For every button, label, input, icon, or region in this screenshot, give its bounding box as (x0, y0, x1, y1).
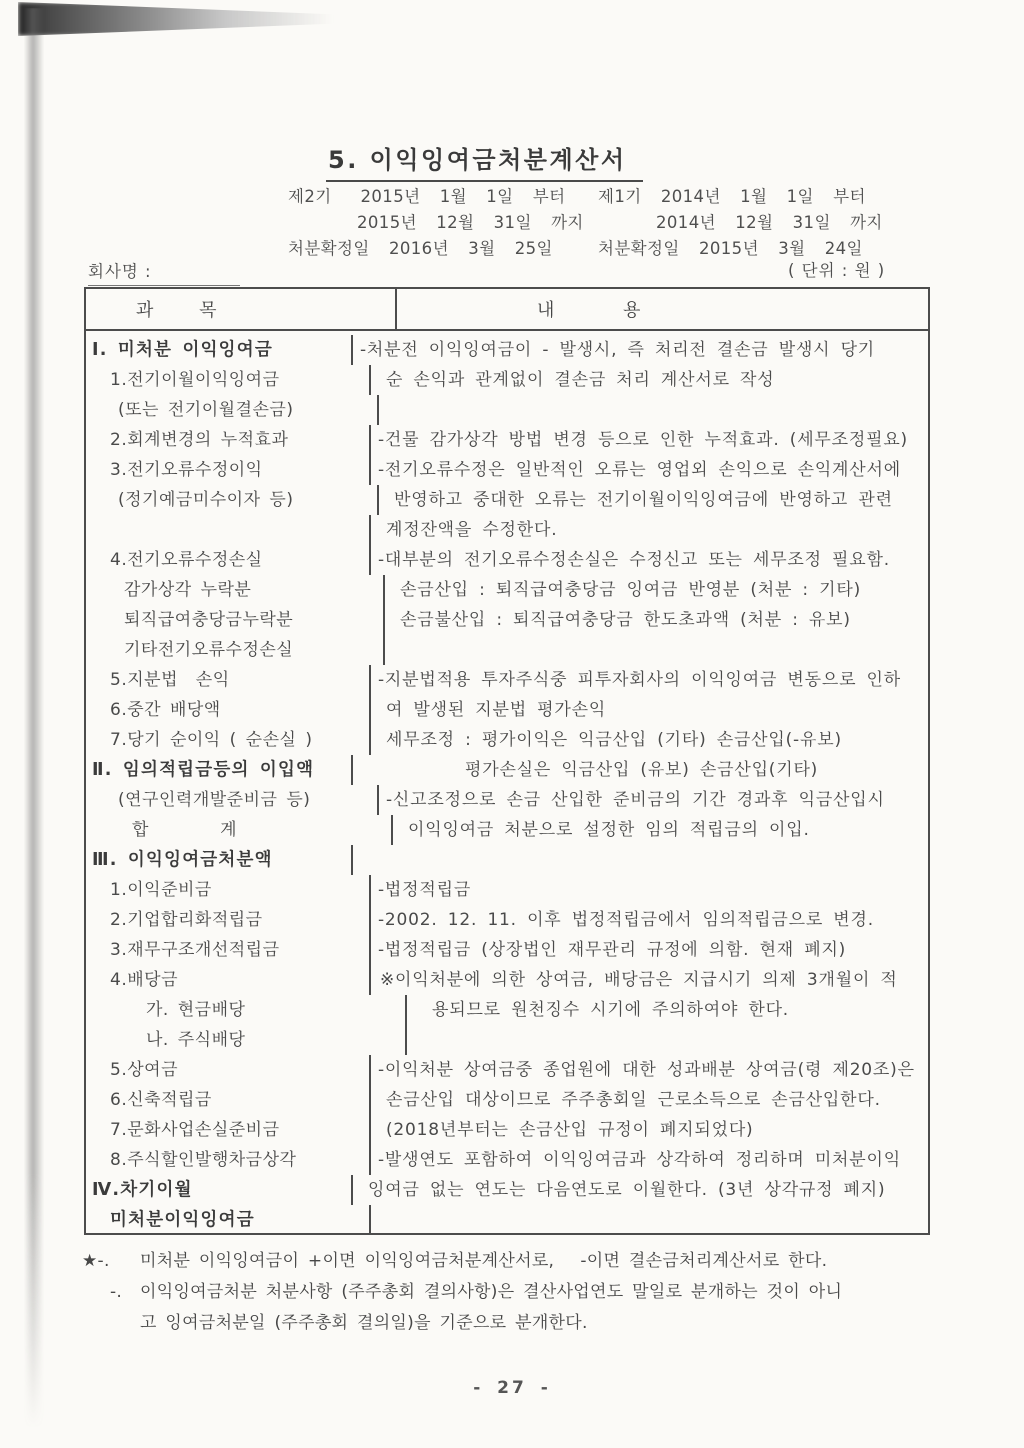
footnote-line (82, 1277, 998, 1308)
table-row (86, 1055, 928, 1085)
subject-cell: 합 계 (86, 815, 393, 845)
subject-cell: 4.배당금 (86, 965, 371, 995)
page-title: 5. 이익잉여금처분계산서 (326, 140, 643, 182)
content-cell: 용되므로 원천징수 시기에 주의하여야 한다. (432, 1000, 790, 1020)
table-row (86, 635, 928, 665)
footnote-text: 고 잉여금처분일 (주주총회 결의일)을 기준으로 분개한다. (140, 1313, 588, 1333)
content-cell: -신고조정으로 손금 산입한 준비금의 기간 경과후 익금산입시 (386, 790, 885, 810)
table-row (86, 995, 928, 1025)
table-row (86, 1115, 928, 1145)
table-body (86, 331, 928, 1235)
table-row (86, 335, 928, 365)
content-cell (371, 1205, 928, 1235)
table-row (86, 425, 928, 455)
content-cell: -처분전 이익잉여금이 - 발생시, 즉 처리전 결손금 발생시 당기 (360, 340, 876, 360)
subject-column-header: 과 목 (86, 289, 397, 329)
content-cell: 세무조정 : 평가이익은 익금산입 (기타) 손금산입(-유보) (386, 730, 842, 750)
table-row (86, 575, 928, 605)
content-cell: 반영하고 중대한 오류는 전기이월이익잉여금에 반영하고 관련 (394, 490, 893, 510)
subject-cell: Ⅳ.차기이월 (86, 1175, 353, 1205)
period-block-current (288, 184, 584, 262)
table-row (86, 1085, 928, 1115)
footnote-line (82, 1246, 998, 1277)
page-number: - 27 - (473, 1378, 551, 1398)
table-row (86, 485, 928, 515)
table-row (86, 815, 928, 845)
subject-cell: 1.전기이월이익잉여금 (86, 365, 371, 395)
content-cell (353, 845, 928, 875)
table-row (86, 725, 928, 755)
content-cell: 계정잔액을 수정한다. (386, 520, 558, 540)
content-cell: 여 발생된 지분법 평가손익 (386, 700, 607, 720)
subject-cell: 나. 주식배당 (86, 1025, 407, 1055)
subject-cell: 8.주식할인발행차금상각 (86, 1145, 371, 1175)
table-row (86, 755, 928, 785)
table-row (86, 1205, 928, 1235)
content-cell: (2018년부터는 손금산입 규정이 폐지되었다) (386, 1120, 754, 1140)
content-cell (379, 395, 928, 425)
table-row (86, 515, 928, 545)
table-row (86, 905, 928, 935)
content-cell: -발생연도 포함하여 이익잉여금과 상각하여 정리하며 미처분이익 (378, 1150, 901, 1170)
footnote-text: 이익잉여금처분 처분사항 (주주총회 결의사항)은 결산사업연도 말일로 분개하는 것이 아니 (140, 1282, 843, 1302)
footnote-marker: -. (110, 1282, 123, 1302)
content-cell (407, 1025, 928, 1055)
table-row (86, 965, 928, 995)
content-cell: -지분법적용 투자주식중 피투자회사의 이익잉여금 변동으로 인하 (378, 670, 901, 690)
subject-cell: 감가상각 누락분 (86, 575, 385, 605)
table-row (86, 1025, 928, 1055)
company-name-label: 회사명 : (88, 258, 240, 286)
subject-cell: Ⅰ. 미처분 이익잉여금 (86, 335, 353, 365)
subject-cell: 5.지분법 손익 (86, 665, 371, 695)
footnote-text: 미처분 이익잉여금이 +이면 이익잉여금처분계산서로, -이면 결손금처리계산서로 한다. (140, 1251, 828, 1271)
table-row (86, 845, 928, 875)
subject-cell: 6.중간 배당액 (86, 695, 371, 725)
table-row (86, 455, 928, 485)
content-cell: ※이익처분에 의한 상여금, 배당금은 지급시기 의제 3개월이 적 (380, 970, 898, 990)
content-cell: 평가손실은 익금산입 (유보) 손금산입(기타) (465, 760, 819, 780)
subject-cell: Ⅲ. 이익잉여금처분액 (86, 845, 353, 875)
subject-cell: 6.신축적립금 (86, 1085, 371, 1115)
table-row (86, 545, 928, 575)
footnote-marker (82, 1308, 140, 1339)
subject-cell: 4.전기오류수정손실 (86, 545, 371, 575)
scan-shadow-band (24, 8, 44, 1428)
table-row (86, 695, 928, 725)
table-row (86, 785, 928, 815)
table-row (86, 875, 928, 905)
footnote-marker: ★-. (82, 1251, 110, 1271)
subject-cell: 1.이익준비금 (86, 875, 371, 905)
table-row (86, 1145, 928, 1175)
table-row (86, 365, 928, 395)
footnote-line (82, 1308, 998, 1339)
statement-table (84, 287, 930, 1235)
content-cell: 잉여금 없는 연도는 다음연도로 이월한다. (3년 상각규정 폐지) (368, 1180, 886, 1200)
unit-label: ( 단위 : 원 ) (788, 261, 886, 280)
content-cell: 손금산입 : 퇴직급여충당금 잉여금 반영분 (처분 : 기타) (400, 580, 862, 600)
period-prior-line3: 처분확정일 2015년 3월 24일 (598, 239, 863, 258)
subject-cell: (정기예금미수이자 등) (86, 485, 379, 515)
subject-cell: (또는 전기이월결손금) (86, 395, 379, 425)
table-row (86, 395, 928, 425)
subject-cell: 2.기업합리화적립금 (86, 905, 371, 935)
period-prior-line1: 제1기 2014년 1월 1일 부터 (598, 187, 866, 206)
period-current-line3: 처분확정일 2016년 3월 25일 (288, 239, 553, 258)
content-cell: -법정적립금 (378, 880, 472, 900)
subject-cell: 퇴직급여충당금누락분 (86, 605, 385, 635)
table-header-row (86, 289, 928, 331)
content-cell: -이익처분 상여금중 종업원에 대한 성과배분 상여금(령 제20조)은 (378, 1060, 915, 1080)
scan-shadow-corner (18, 2, 348, 36)
subject-cell: 5.상여금 (86, 1055, 371, 1085)
content-cell: 손금산입 대상이므로 주주총회일 근로소득으로 손금산입한다. (386, 1090, 881, 1110)
footnotes (82, 1246, 998, 1339)
content-cell: -대부분의 전기오류수정손실은 수정신고 또는 세무조정 필요함. (378, 550, 890, 570)
subject-cell: 3.전기오류수정이익 (86, 455, 371, 485)
subject-cell: 가. 현금배당 (86, 995, 407, 1025)
content-cell: -법정적립금 (상장법인 재무관리 규정에 의함. 현재 폐지) (378, 940, 847, 960)
content-cell: 이익잉여금 처분으로 설정한 임의 적립금의 이입. (408, 820, 810, 840)
subject-cell: 7.당기 순이익 ( 순손실 ) (86, 725, 371, 755)
content-column-header: 내 용 (537, 300, 641, 321)
subject-cell: 3.재무구조개선적립금 (86, 935, 371, 965)
subject-cell: 기타전기오류수정손실 (86, 635, 385, 665)
period-current-line1: 제2기 2015년 1월 1일 부터 (288, 187, 566, 206)
subject-cell: 7.문화사업손실준비금 (86, 1115, 371, 1145)
content-cell: -건물 감가상각 방법 변경 등으로 인한 누적효과. (세무조정필요) (378, 430, 908, 450)
content-cell: -전기오류수정은 일반적인 오류는 영업외 손익으로 손익계산서에 (378, 460, 901, 480)
content-cell: 손금불산입 : 퇴직급여충당금 한도초과액 (처분 : 유보) (400, 610, 851, 630)
subject-cell: 2.회계변경의 누적효과 (86, 425, 371, 455)
subject-cell (86, 515, 371, 545)
table-row (86, 935, 928, 965)
subject-cell: (연구인력개발준비금 등) (86, 785, 379, 815)
table-row (86, 1175, 928, 1205)
content-cell: 순 손익과 관계없이 결손금 처리 계산서로 작성 (386, 370, 775, 390)
period-block-prior (598, 184, 883, 262)
table-row (86, 665, 928, 695)
content-cell (385, 635, 928, 665)
content-cell: -2002. 12. 11. 이후 법정적립금에서 임의적립금으로 변경. (378, 910, 874, 930)
period-current-line2: 2015년 12월 31일 까지 (357, 213, 584, 232)
subject-cell: Ⅱ. 임의적립금등의 이입액 (86, 755, 353, 785)
period-prior-line2: 2014년 12월 31일 까지 (656, 213, 883, 232)
table-row (86, 605, 928, 635)
subject-cell: 미처분이익잉여금 (86, 1205, 371, 1235)
